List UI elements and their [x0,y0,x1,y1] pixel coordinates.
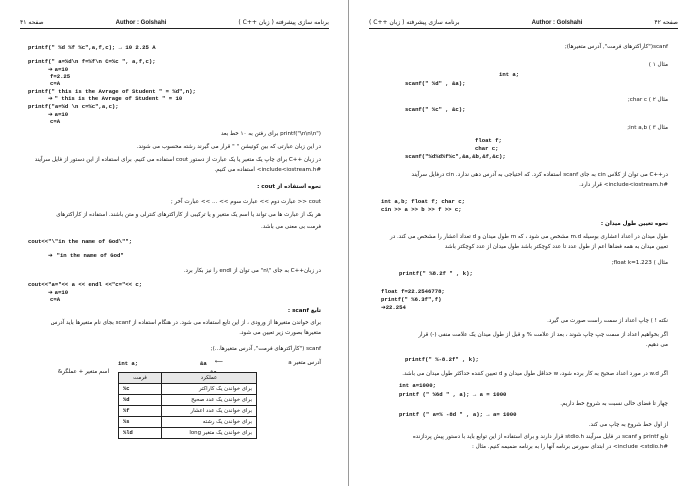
example-label: مثال ۱ ) [648,62,668,68]
output-line: c=A [50,118,61,125]
code-line: int a; [499,71,520,78]
right-page-author: Author : Golshahi [531,20,583,26]
arrow-icon: ➔ [48,290,55,296]
code-line: cin >> a >> b >> f >> c; [381,206,462,213]
code-line: int a=1000; [399,382,436,389]
annotation: آدرس متغیر a [288,360,321,366]
paragraph-line: #include<iostream.h> استفاده می کنیم. [214,167,321,173]
left-page-number: صفحه ۴۱ [20,19,44,26]
format-specifier-table [118,372,257,439]
output-line: f=2.25 [50,73,71,80]
table-cell: %d [119,395,162,406]
table-header: فرمت [119,373,162,384]
table-cell: برای خواندن یک عدد اعشار [162,406,257,417]
paragraph-line: می دهیم. [645,342,668,348]
table-row [119,406,257,417]
code-line: scanf("%d%d%f%c",&a,&b,&f,&c); [405,153,506,160]
table-row [119,384,257,395]
output-line: ➔ a=10 [48,111,69,118]
code-line: printf(" this is the Avrage of Student " = %d",n); [28,88,196,95]
code-line: printf("a=%d \n c=%c",a,c); [28,103,119,110]
table-header: عملکرد [162,373,257,384]
section-heading: نحوه استفاده از cout : [257,184,321,190]
code-line: printf (" %6d " , a); → a = 1000 [399,391,507,398]
code-line: float f=22.2546778; [381,288,445,295]
output-line: c=A [50,296,61,303]
example-label: مثال ۲ ) char c; [627,97,668,103]
code-line: cout<<"\"in the name of God\""; [28,238,133,245]
output-line: ➔ "in the name of God" [48,252,124,259]
paragraph-line: متغیرها بصورت زیر تعیین می شود. [239,330,321,336]
section-heading: تابع scanf : [287,308,321,314]
left-page-header [20,14,329,29]
paragraph-line: از اول خط شروع به چاپ می کند. [588,422,668,428]
output-line: ➔ " this is the Avrage of Student " = 10 [48,95,183,102]
paragraph-line: هر یک از عبارت ها می تواند یا اسم یک متغیر و یا ترکیبی از کاراکترهای کنترلی و متن باشند. استفاده از کاراکترهای [56,212,321,218]
paragraph-line: چهار تا فضای خالی نسبت به شروع خط داریم. [560,401,668,407]
code-line: printf(" %d %f %c",a,f,c); → 10 2.25 A [28,44,156,51]
example-label: مثال ) float k=1.223; [611,260,668,266]
paragraph-line: فرمت بی معنی می باشد. [261,224,321,230]
paragraph-line: اگر w.d در مورد اعداد صحیح به کار برده شود، w حداقل طول میدان و d تعیین کننده حداکثر طول میدان می باشد. [402,371,668,377]
paragraph-line: در زبان ++C برای چاپ یک متغیر یا یک عبارت از دستور cout استفاده می کنیم. برای استفاده از این دستور از فایل سرآیند [34,157,321,163]
table-row [119,395,257,406]
table-cell: برای خواندن یک کاراکتر [162,384,257,395]
paragraph-line: در++C می توان از کلاس cin به جای scanf استفاده کرد. که احتیاجی به آدرس دهی ندارد. cin درفایل سرآیند [411,172,668,178]
code-line: printf (" a=% -8d " , a); → a= 1000 [399,411,517,418]
code-line: char c; [475,145,499,152]
output-line: ➔ a=10 [48,289,69,296]
syntax-line: scanf ("کاراکترهای فرمت", آدرس متغیرها...); [210,346,321,352]
paragraph-line: #include <stdio.h> در ابتدای سورس برنامه آنها را به برنامه ضمیمه کنیم. مثال : [471,444,668,450]
left-page-title: برنامه سازی پیشرفته ( زبان ++C ) [238,19,329,26]
table-cell: %f [119,406,162,417]
right-page-header [369,14,678,29]
right-page-title: برنامه سازی پیشرفته ( زبان ++C ) [369,19,460,26]
note-line: نکته ! ) چاپ اعداد از سمت راست صورت می گیرد. [547,318,668,324]
code-line: &a [200,360,207,367]
table-cell: برای خواندن یک متغیر long [162,428,257,439]
right-page-number: صفحه ۴۲ [654,19,678,26]
syntax-line: scanf("کاراکترهای فرمت", آدرس متغیرها); [564,44,668,50]
code-line: int a; [118,360,139,367]
left-page-author: Author : Golshahi [115,20,167,26]
code-line: cout<<"a="<< a << endl <<"c="<< c; [28,281,143,288]
paragraph-line: اگر بخواهیم اعداد از سمت چپ چاپ شوند ، بعد از علامت % و قبل از طول میدان یک علامت منفی (-) قرار [418,332,668,338]
code-line: int a,b; float f; char c; [381,198,465,205]
paragraph-line: طول میدان در اعداد اعشاری بوسیله m.d مشخص می شود ، که m طول میدان و d تعداد اعشار را مشخص می کند. در [390,234,668,240]
table-row [119,428,257,439]
output-line: c=A [50,80,61,87]
code-line: printf(" %6.3f",f) [381,296,442,303]
paragraph-line: #include<iostream.h> قرار دارد. [579,182,668,188]
paragraph-line: برای خواندن متغیرها از ورودی ، از این تابع استفاده می شود. در هنگام استفاده از scanf بجای نام متغیرها باید آدرس [50,320,321,326]
code-line: scanf(" %d" , &a); [405,80,466,87]
paragraph-line: تعیین میدان به همه فضاها اعم از طول عدد تا عدد کوچکتر باشد طول میدان از عدد کوچکتر باشد [444,244,668,250]
arrow-icon: ⟵ [215,359,224,365]
table-cell: برای خواندن یک رشته [162,417,257,428]
paragraph-line: printf("\n\n\n") برای رفتن به ۱۰ خط بعد [220,131,321,137]
code-line: printf(" %8.2f " , k); [399,270,473,277]
table-row [119,417,257,428]
annotation: اسم متغیر + عملگر& [57,369,109,375]
arrow-icon: ➔ [381,305,386,311]
arrow-icon: ➔ [48,96,55,102]
output-line: ➔ a=10 [48,66,69,73]
table-cell: %s [119,417,162,428]
paragraph-line: در زبان++C به جای "\n" می توان از endl را نیز بکار برد. [183,268,321,274]
paragraph-line: در این زبان عبارتی که بین کوتیشن " " قرار می گیرند رشته محسوب می شوند. [136,144,321,150]
right-page [349,0,698,486]
code-line: float f; [475,137,502,144]
arrow-icon: ➔ [48,112,55,118]
paragraph-line: cout << عبارت دوم >> عبارت سوم >> ... >> عبارت آخر ; [170,199,321,205]
table-cell: %c [119,384,162,395]
table-cell: %ld [119,428,162,439]
paragraph-line: تابع printf و scanf در فایل سرآیند stdio.h قرار دارند و برای استفاده از این توابع باید با دستور پیش پردازنده [412,434,668,440]
arrow-icon: ➔ [48,67,55,73]
example-label: مثال ۳ ) int a,b; [627,125,668,131]
code-line: printf(" %-8.2f" , k); [405,356,479,363]
output-line: ➔22.254 [381,304,406,311]
code-line: printf(" a=%d\n f=%f\n C=%c ", a,f,c); [28,58,156,65]
arrow-icon: ➔ [48,253,57,259]
section-heading: نحوه تعیین طول میدان : [600,221,668,227]
table-cell: برای خواندن یک عدد صحیح [162,395,257,406]
code-line: scanf(" %c" , &c); [405,106,466,113]
